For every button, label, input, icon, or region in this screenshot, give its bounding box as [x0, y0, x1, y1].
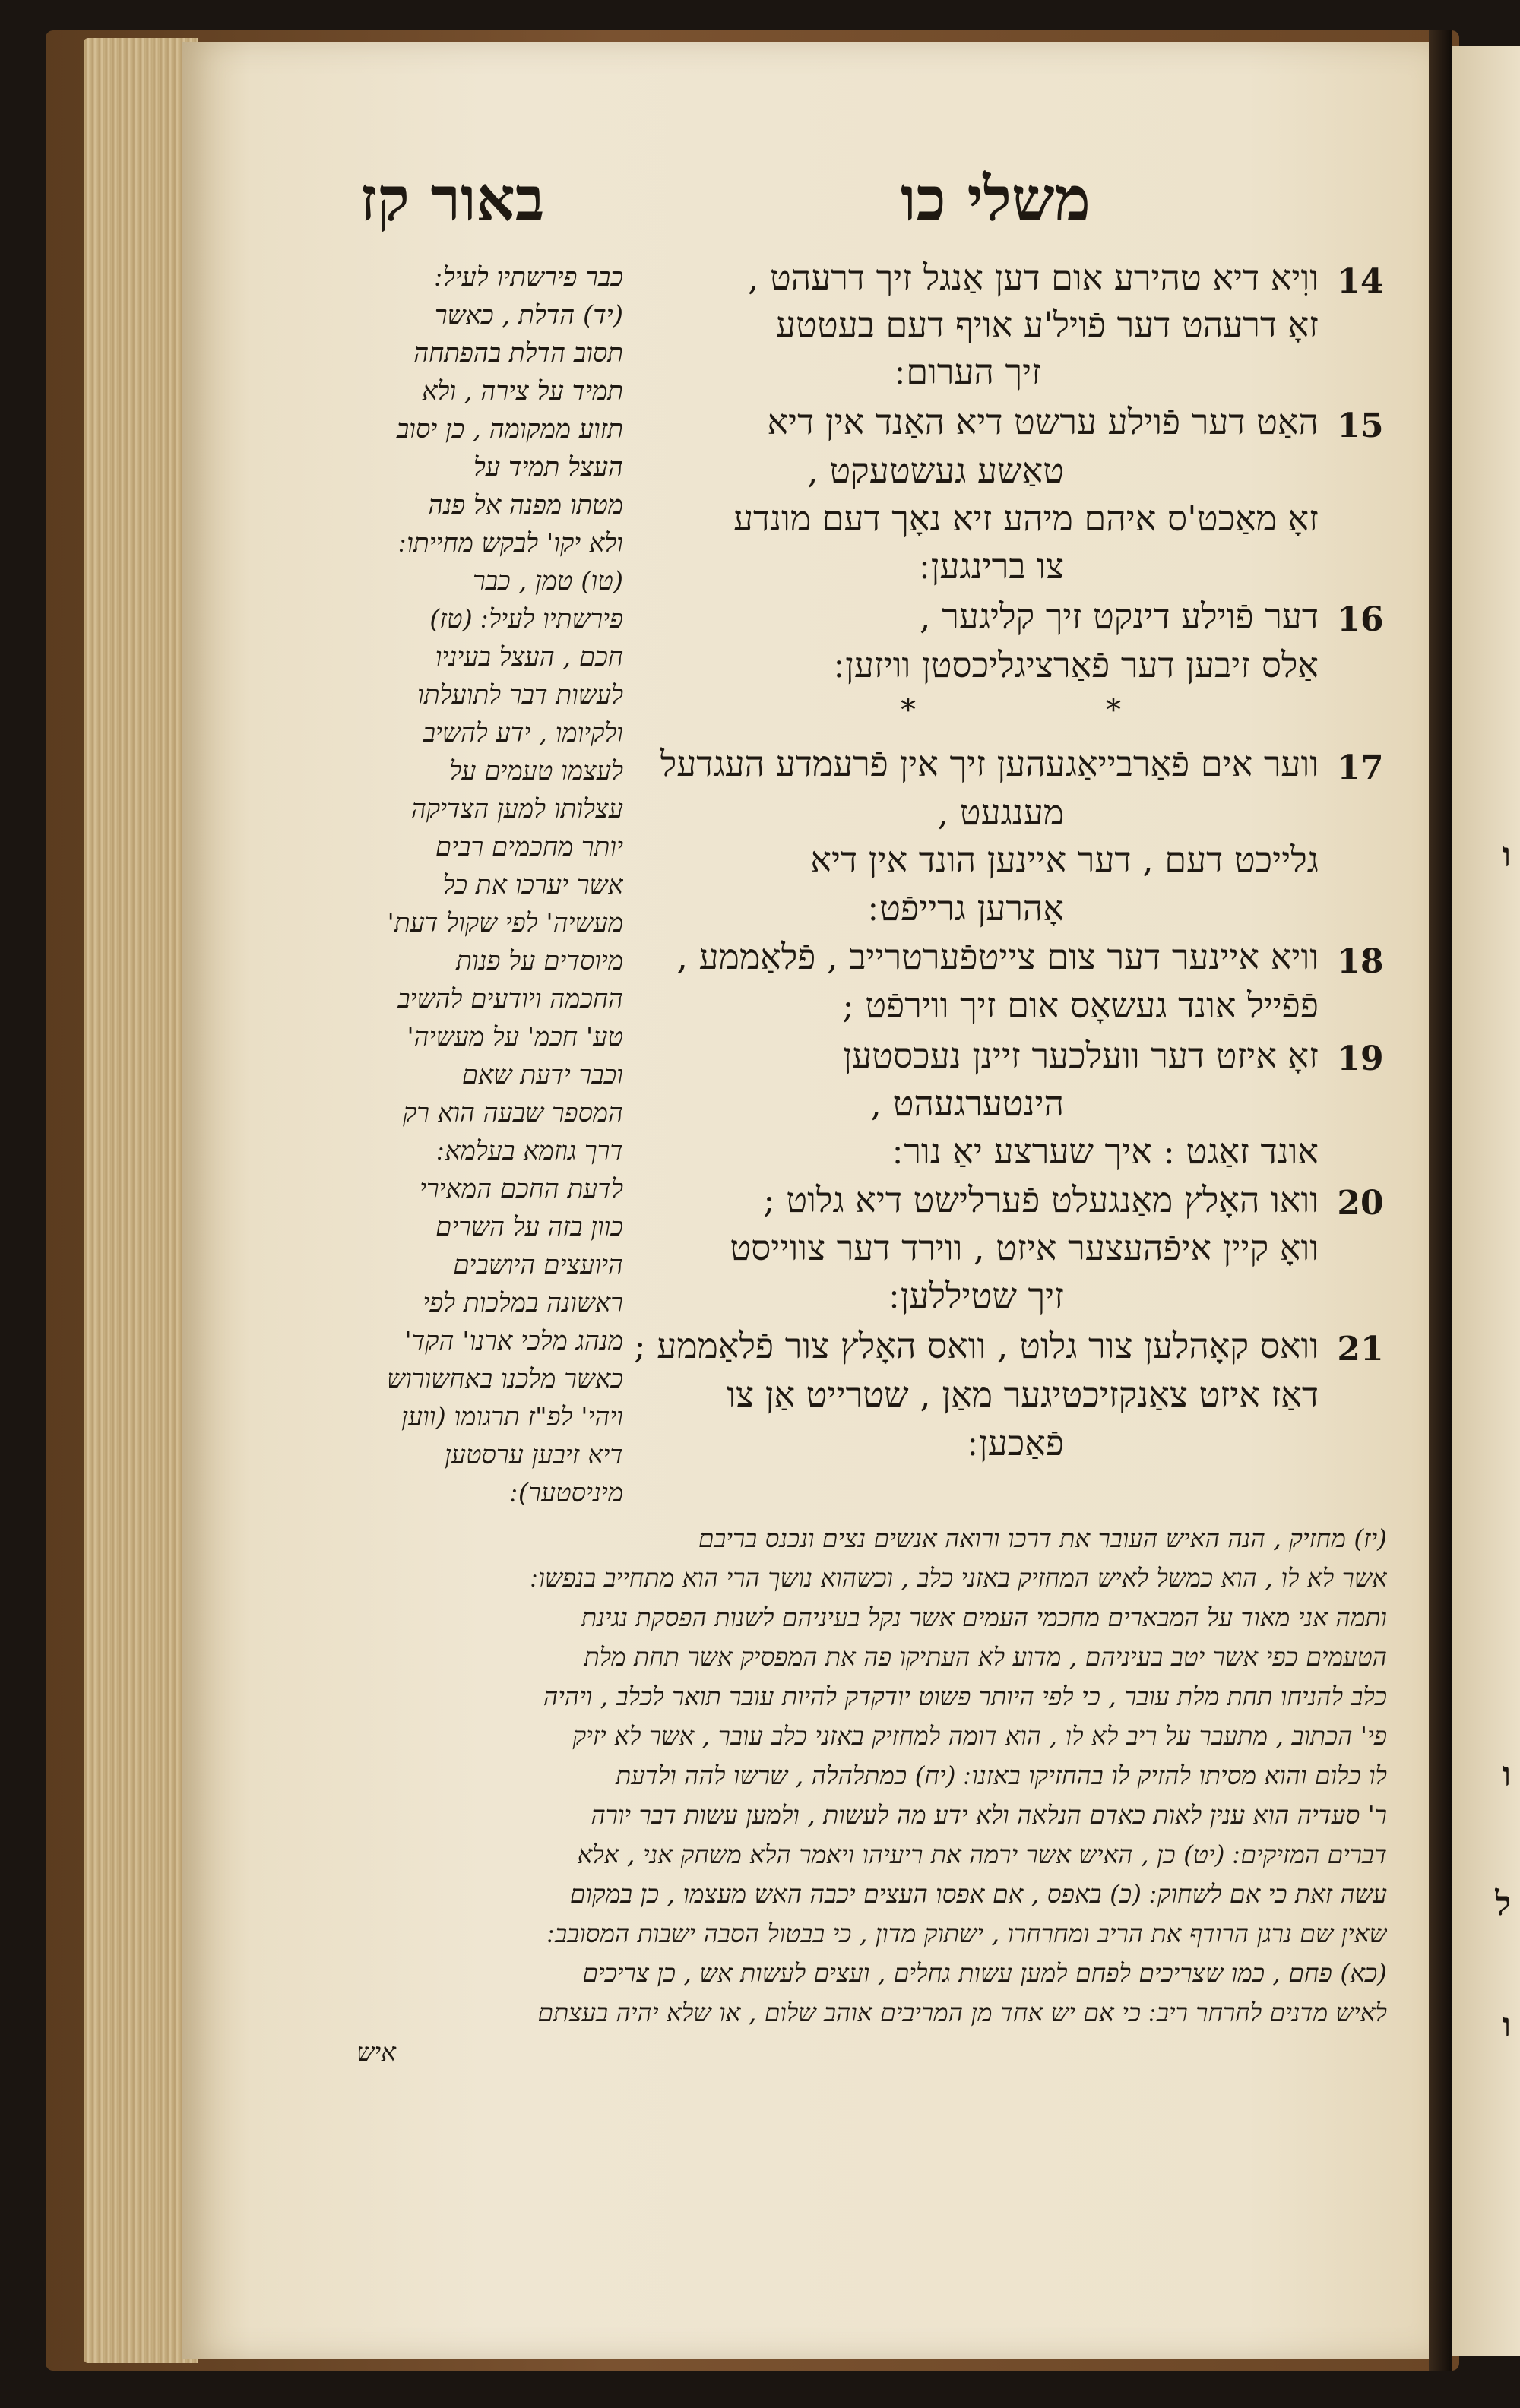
verse-line: אָהרען גרייפֿט ׃ — [868, 888, 1064, 929]
footnote-line: ר' סעדיה הוא ענין לאות כאדם הנלאה ולא ידע מה לעשות , ולמען עשות דבר יורה — [591, 1800, 1387, 1830]
footnote-line: דברים המזיקים ׃ (יט) כן , האיש אשר ירמה את ריעיהו ויאמר הלא משחק אני , אלא — [577, 1840, 1387, 1869]
verse-line: ווִיא דיא טהירע אום דען אַנגל זיך דרעהט , — [747, 257, 1319, 298]
commentary-line: מיוסדים על פנות — [456, 946, 623, 976]
commentary-line: תזוע ממקומה , כן יסוב — [396, 414, 623, 445]
commentary-line: פירשתיו לעיל ׃ (טז) — [429, 604, 623, 634]
commentary-line: מנהג מלכי ארנו' הקד' — [404, 1326, 623, 1356]
page-edges — [84, 38, 198, 2363]
verse-line: פֿאַכען ׃ — [967, 1422, 1064, 1463]
facing-page-fragment — [1452, 46, 1520, 2356]
verse-line: טאַשע געשטעקט , — [807, 450, 1064, 491]
footnote-line: ותמה אני מאוד על המבארים מחכמי העמים אשר נקל בעיניהם לשנות הפסקת נגינת — [581, 1603, 1387, 1632]
verse-line: זיך שטיללען ׃ — [889, 1275, 1064, 1316]
verse-number: 14 — [1337, 262, 1384, 301]
verse-line: זאָ דרעהט דער פֿויל'ע אויף דעם בעטטע — [776, 304, 1319, 345]
commentary-line: תסוב הדלת בהפתחה — [413, 338, 623, 369]
facing-page-letter: ו — [1502, 1755, 1511, 1794]
verse-line: זאָ מאַכט'ס איהם מיהע זיא נאָך דעם מונדע — [733, 498, 1319, 539]
commentary-line: כאשר מלכנו באחשורוש — [387, 1364, 623, 1394]
facing-page-letter: ל — [1495, 1884, 1511, 1923]
footnote-line: הטעמים כפי אשר יטב בעיניהם , מדוע לא העתיקו פה את המפסיק אשר תחת מלת — [584, 1642, 1387, 1672]
commentary-line: כוון בזה על השרים — [435, 1212, 623, 1242]
verse-line: גלייכט דעם , דער איינען הונד אין דיא — [810, 839, 1319, 880]
commentary-line: (טו) טמן , כבר — [472, 566, 623, 596]
verse-number: 18 — [1337, 942, 1384, 981]
verse-line: הינטערגעהט , — [870, 1083, 1064, 1124]
footnote-line: לאיש מדנים לחרחר ריב ׃ כי אם יש אחד מן המריבים אוהב שלום , או שלא יהיה בעצתם — [537, 1998, 1387, 2027]
footnote-line: (יז) מחזיק , הנה האיש העובר את דרכו ורואה אנשים נצים ונכנס בריבם — [698, 1524, 1387, 1553]
commentary-line: יותר מחכמים רבים — [435, 832, 623, 862]
verse-line: וואו האָלץ מאַנגעלט פֿערלישט דיא גלוט ; — [763, 1179, 1319, 1220]
commentary-line: אשר יערכו את כל — [442, 870, 623, 900]
commentary-line: חכם , העצל בעיניו — [435, 642, 623, 672]
commentary-line: לעשות דבר לתועלתו — [417, 680, 623, 710]
facing-page-letter: ו — [1502, 2006, 1511, 2045]
footnote-line: פי' הכתוב , מתעבר על ריב לא לו , הוא דומה למחזיק באזני כלב עובר , אשר לא יזיק — [572, 1721, 1387, 1751]
verse-number: 15 — [1337, 407, 1384, 445]
verse-line: פֿפֿייל אונד געשאָס אום זיך ווירפֿט ; — [842, 985, 1319, 1026]
verse-line: ווער אים פֿאַרבייאַגעהען זיך אין פֿרעמדע העגדעל — [660, 743, 1319, 784]
commentary-line: ולא יקו' לבקש מחייתו ׃ — [398, 528, 623, 558]
commentary-line: מיניסטער) ׃ — [510, 1478, 623, 1508]
verse-number: 16 — [1337, 600, 1384, 639]
verse-line: וואָ קיין איפֿהעצער איזט , ווירד דער צווייסט — [730, 1227, 1319, 1268]
footnote-line: שאין שם נרגן הרודף את הריב ומחרחרו , ישתוק מדון , כי בבטול הסבה ישבות המסובב ׃ — [546, 1919, 1387, 1948]
commentary-line: עצלותו למען הצדיקה — [411, 794, 623, 824]
facing-page-letter: ו — [1502, 836, 1511, 875]
verse-line: זיך הערום ׃ — [895, 351, 1041, 392]
footnote-line: לו כלום והוא מסיתו להזיק לו בהחזיקו באזנו ׃ (יח) כמתלהלה , שרשו להה ולדעת — [616, 1761, 1387, 1790]
verse-line: צו ברינגען ׃ — [920, 546, 1064, 587]
verse-line: וואס קאָהלען צור גלוט , וואס האָלץ צור פֿלאַממע ; — [634, 1325, 1319, 1366]
commentary-line: ויהי' לפ"ז תרגומו (ווען — [401, 1402, 623, 1432]
commentary-line: וכבר ידעת שאם — [461, 1060, 623, 1090]
footnote-line: כלב להניחו תחת מלת עובר , כי לפי היותר פשוט יודקדק להיות עובר תואר לכלב , ויהיה — [543, 1682, 1387, 1711]
commentary-line: המספר שבעה הוא רק — [403, 1098, 623, 1128]
commentary-line: (יד) הדלת , כאשר — [434, 300, 623, 331]
footnote-line: אשר לא לו , הוא כמשל לאיש המחזיק באזני כלב , וכשהוא נושך הרי הוא מתחייב בנפשו ׃ — [530, 1563, 1387, 1593]
verse-line: האַט דער פֿוילע ערשט דיא האַנד אין דיא — [767, 401, 1319, 442]
commentary-line: מעשיה' לפי שקול דעת' — [387, 908, 623, 938]
verse-number: 19 — [1337, 1039, 1384, 1078]
commentary-line: החכמה ויודעים להשיב — [397, 984, 623, 1014]
ornament-star: * — [1106, 693, 1121, 728]
commentary-line: תמיד על צירה , ולא — [422, 376, 623, 407]
page-title: משלי כו — [901, 163, 1091, 235]
verse-number: 17 — [1337, 748, 1384, 787]
book-gutter — [1429, 30, 1452, 2371]
commentary-line: היועצים היושבים — [453, 1250, 623, 1280]
verse-line: דאַז איזט צאַנקזיכטיגער מאַן , שטרייט אַן צו — [727, 1374, 1319, 1415]
verse-number: 21 — [1337, 1330, 1384, 1369]
commentary-line: לעצמו טעמים על — [449, 756, 623, 786]
verse-line: דער פֿוילע דינקט זיך קליגער , — [919, 596, 1319, 637]
commentary-line: טע' חכמ' על מעשיה' — [407, 1022, 623, 1052]
catchword: איש — [356, 2037, 396, 2067]
ornament-star: * — [901, 693, 916, 728]
commentary-line: לדעת החכם המאירי — [420, 1174, 623, 1204]
verse-line: אונד זאַגט : איך שערצע יאַ נור ׃ — [892, 1131, 1319, 1172]
verse-number: 20 — [1337, 1184, 1384, 1223]
commentary-line: כבר פירשתיו לעיל ׃ — [435, 262, 623, 293]
footnote-line: עשה זאת כי אם לשחוק ׃ (כ) באפס , אם אפסו העצים יכבה האש מעצמו , כן במקום — [569, 1879, 1387, 1909]
footnote-line: (כא) פחם , כמו שצריכים לפחם למען עשות גחלים , ועצים לעשות אש , כן צריכים — [582, 1958, 1387, 1988]
commentary-line: ולקיומו , ידע להשיב — [423, 718, 623, 748]
commentary-line: דרך גוזמא בעלמא ׃ — [436, 1136, 623, 1166]
verse-line: מענגעט , — [937, 792, 1064, 833]
verse-line: וויא איינער דער צום צייטפֿערטרייב , פֿלאַממע , — [676, 936, 1319, 977]
verse-line: אַלס זיבען דער פֿאַרציגליכסטן וויזען ׃ — [834, 644, 1319, 685]
commentary-line: מטתו מפנה אל פנה — [428, 490, 623, 521]
commentary-line: דיא זיבען ערסטען — [445, 1440, 623, 1470]
commentary-line: העצל תמיד על — [473, 452, 623, 483]
commentary-line: ראשונה במלכות לפי — [423, 1288, 623, 1318]
commentary-title: באור קז — [359, 163, 545, 235]
verse-line: זאָ איזט דער וועלכער זיינן נעכסטען — [843, 1035, 1319, 1076]
